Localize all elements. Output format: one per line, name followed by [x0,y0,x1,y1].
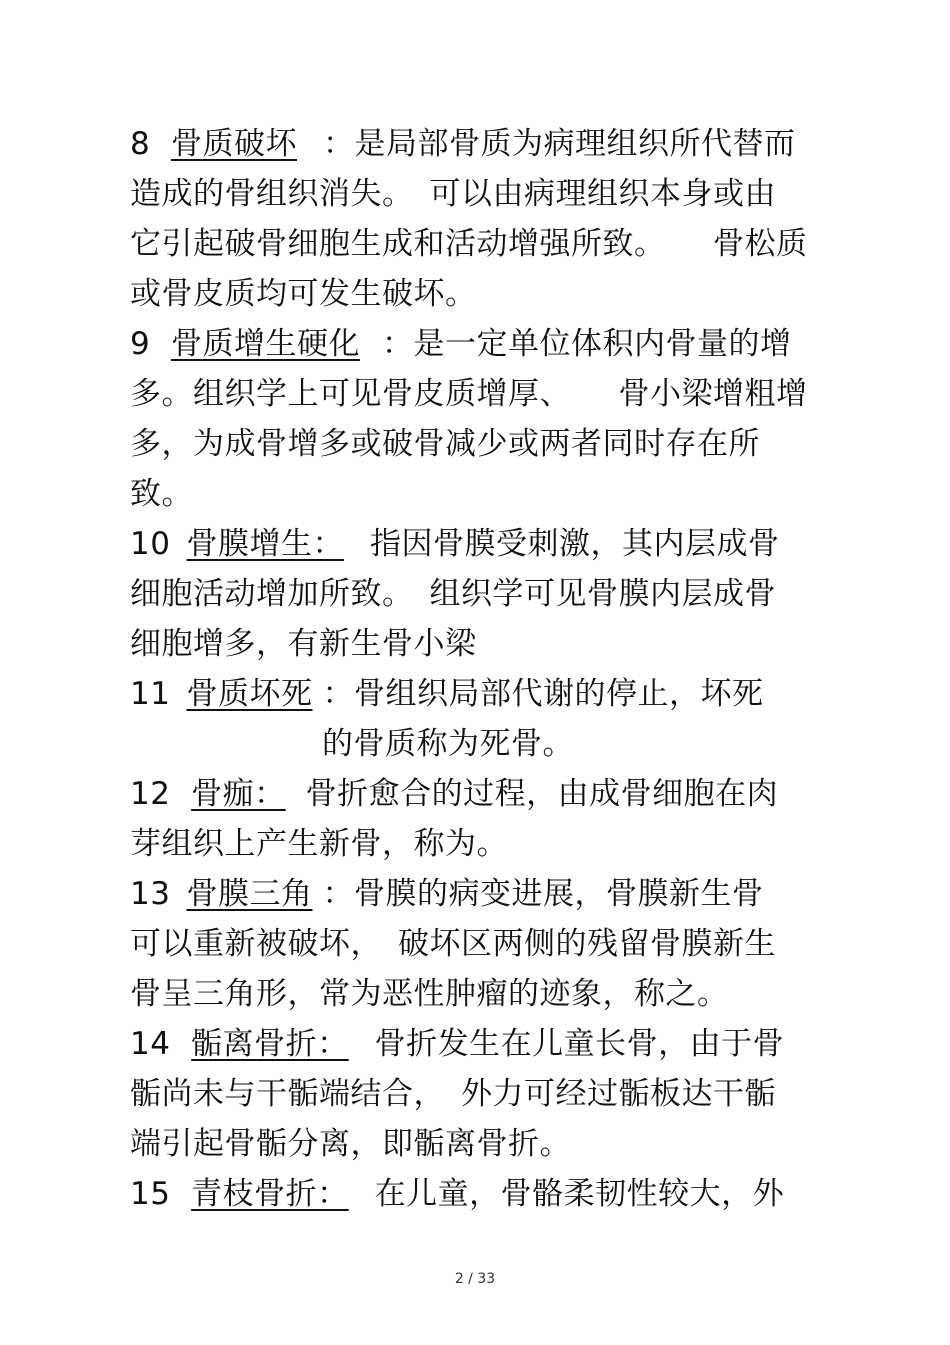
entry-11-line-1 [130,674,763,714]
entry-term: 青枝骨折： [191,1176,349,1212]
entry-term: 骨质增生硬化 [170,326,360,362]
entry-8-line-2: 造成的骨组织消失。 可以由病理组织本身或由 [130,176,776,212]
entry-9-line-3: 多，为成骨增多或破骨减少或两者同时存在所 [130,426,760,462]
entry-13-line-3: 骨呈三角形，常为恶性肿瘤的迹象，称之。 [130,976,729,1012]
entry-8-line-3: 它引起破骨细胞生成和活动增强所致。 骨松质 [130,226,808,262]
entry-number: 8 [130,126,151,162]
entry-14-line-2: 骺尚未与干骺端结合， 外力可经过骺板达干骺 [130,1076,776,1112]
entry-number: 12 [130,776,171,812]
entry-text: 骨折愈合的过程，由成骨细胞在肉 [305,776,779,812]
entry-term: 骨痂： [191,776,286,812]
entry-text: 在儿童，骨骼柔韧性较大，外 [374,1176,785,1212]
entry-number: 15 [130,1176,171,1212]
entry-text: ：是一定单位体积内骨量的增 [381,326,792,362]
entry-text: ：骨组织局部代谢的停止，坏死 [322,676,764,712]
entry-8-line-4: 或骨皮质均可发生破坏。 [130,276,477,312]
entry-14-line-3: 端引起骨骺分离，即骺离骨折。 [130,1126,571,1162]
entry-term: 骨膜三角 [186,876,313,912]
entry-number: 9 [130,326,151,362]
entry-term: 骺离骨折： [191,1026,349,1062]
entry-10-line-2: 细胞活动增加所致。 组织学可见骨膜内层成骨 [130,576,776,612]
entry-12-line-1 [130,774,778,814]
entry-13-line-1 [130,874,763,914]
entry-text: ：骨膜的病变进展，骨膜新生骨 [322,876,764,912]
entry-number: 14 [130,1026,171,1062]
entry-10-line-1 [130,524,779,564]
entry-15-line-1 [130,1174,784,1214]
page-number: 2 / 33 [454,1271,496,1287]
entry-13-line-2: 可以重新被破坏， 破坏区两侧的残留骨膜新生 [130,926,776,962]
entry-14-line-1 [130,1024,784,1064]
entry-number: 11 [130,676,171,712]
entry-8-line-1 [130,124,795,164]
entry-9-line-2: 多。组织学上可见骨皮质增厚、 骨小梁增粗增 [130,376,808,412]
entry-text: 骨折发生在儿童长骨，由于骨 [374,1026,785,1062]
entry-term: 骨质破坏 [170,126,297,162]
entry-text: ：是局部骨质为病理组织所代替而 [322,126,796,162]
entry-term: 骨膜增生： [186,526,344,562]
entry-11-line-2: 的骨质称为死骨。 [322,726,574,762]
entry-text: 指因骨膜受刺激，其内层成骨 [369,526,780,562]
entry-number: 13 [130,876,171,912]
entry-9-line-4: 致。 [130,476,193,512]
entry-term: 骨质坏死 [186,676,313,712]
entry-12-line-2: 芽组织上产生新骨，称为。 [130,826,508,862]
entry-10-line-3: 细胞增多，有新生骨小梁 [130,626,477,662]
entry-9-line-1 [130,324,791,364]
entry-number: 10 [130,526,171,562]
